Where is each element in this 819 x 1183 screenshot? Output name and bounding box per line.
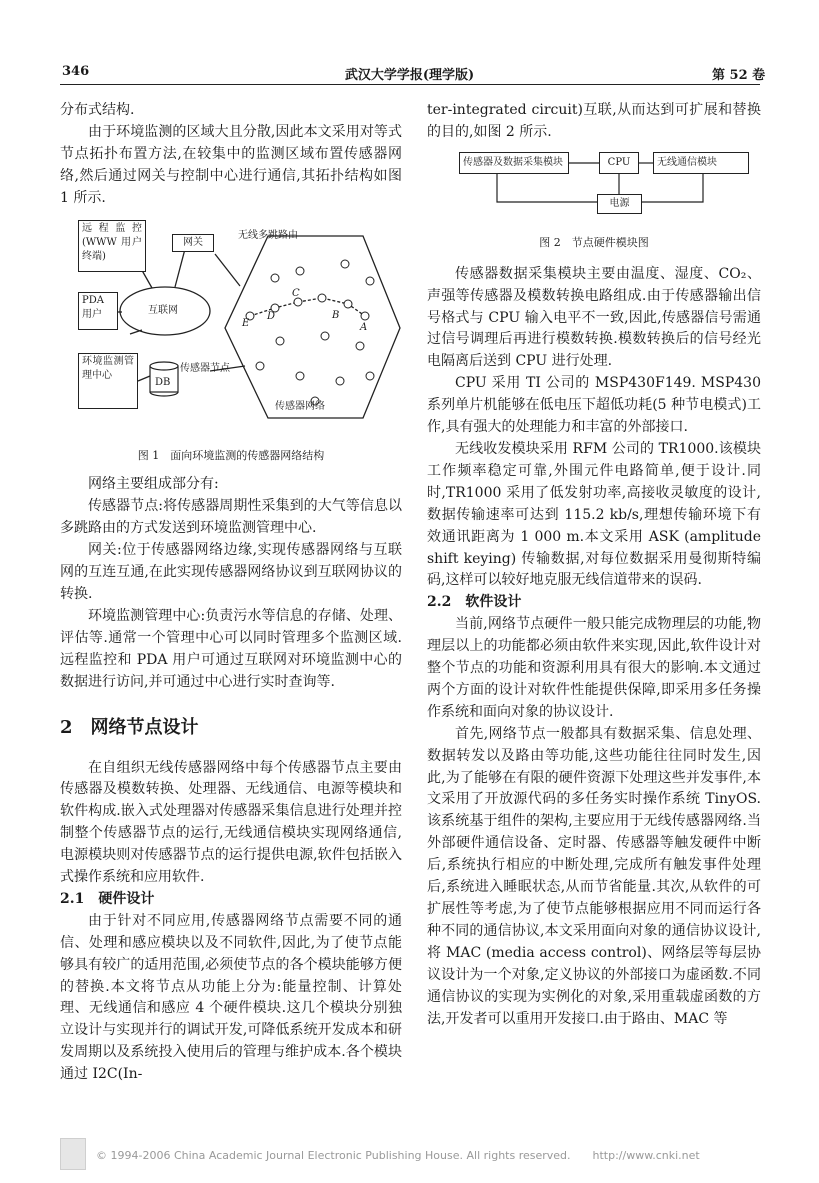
publisher-logo-icon	[60, 1138, 86, 1170]
gateway-box: 网关	[172, 234, 214, 252]
paragraph: 网关:位于传感器网络边缘,实现传感器网络与互联网的互连互通,在此实现传感器网络协议到互联网协议的转换.	[60, 542, 402, 602]
figure-2	[427, 150, 761, 220]
paragraph: 传感器节点:将传感器周期性采集到的大气等信息以多跳路由的方式发送到环境监测管理中心.	[60, 498, 402, 537]
right-column	[427, 100, 761, 1030]
figure-1	[60, 216, 402, 441]
db-label: DB	[155, 376, 171, 388]
paragraph: 无线收发模块采用 RFM 公司的 TR1000.该模块工作频率稳定可靠,外围元件电路简单,便于设计.同时,TR1000 采用了低发射功率,高接收灵敏度的设计,数据传输速率可达到 115.2 kb/s,理想传输环境下有效通讯距离为 1 000 m.本文采用 ASK (amplitude shift keying) 传输数据,对每位数据采用曼彻斯特编码,这样可以较好地克服无线信道带来的误码.	[427, 440, 761, 589]
figure-1-caption: 图 1 面向环境监测的传感器网络结构	[137, 448, 325, 462]
node-e-label: E	[242, 317, 250, 329]
pda-user-box: PDA 用户	[78, 292, 118, 330]
paragraph: 当前,网络节点硬件一般只能完成物理层的功能,物理层以上的功能都必须由软件来实现,因此,软件设计对整个节点的功能和资源利用具有很大的影响.本文通过两个方面的设计对软件性能提供保障,即采用多任务操作系统和面向对象的协议设计.	[427, 616, 761, 720]
sensor-field-hexagon	[225, 236, 400, 418]
node-a-label: A	[360, 321, 368, 333]
paragraph: 分布式结构.	[60, 102, 135, 118]
node-b-label: B	[332, 309, 340, 321]
journal-title: 武汉大学学报(理学版)	[344, 68, 475, 83]
cpu-box: CPU	[599, 152, 639, 174]
figure-2-caption: 图 2 节点硬件模块图	[539, 235, 649, 249]
copyright-footer: © 1994-2006 China Academic Journal Electronic Publishing House. All rights reserved. http://www.cnki.net	[96, 1149, 700, 1162]
paragraph: 网络主要组成部分有:	[88, 476, 219, 493]
section-2-2-heading: 2.2 软件设计	[427, 594, 522, 611]
header-rule	[60, 84, 760, 85]
sensor-net-label: 传感器网络	[275, 400, 325, 412]
paragraph: 由于环境监测的区域大且分散,因此本文采用对等式节点拓扑布置方法,在较集中的监测区域布置传感器网络,然后通过网关与控制中心进行通信,其拓扑结构如图 1 所示.	[60, 123, 402, 206]
wireless-route-label: 无线多跳路由	[238, 229, 298, 241]
paragraph: 在自组织无线传感器网络中每个传感器节点主要由传感器及模数转换、处理器、无线通信、电源等模块和软件构成.嵌入式处理器对传感器采集信息进行处理并控制整个传感器节点的运行,无线通信模块实现网络通信,电源模块则对传感器节点的运行提供电源,软件包括嵌入式操作系统和应用软件.	[60, 759, 402, 886]
paragraph: 首先,网络节点一般都具有数据采集、信息处理、数据转发以及路由等功能,这些功能往往同时发生,因此,为了能够在有限的硬件资源下处理这些并发事件,本文采用了开放源代码的多任务实时操作系统 TinyOS.该系统基于组件的架构,主要应用于无线传感器网络.当外部硬件通信设备、定时器、传感器等触发硬件中断后,系统执行相应的中断处理,完成所有触发事件处理后,系统进入睡眠状态,从而节省能量.其次,从软件的可扩展性等考虑,为了使节点能够根据应用不同而运行各种不同的通信协议,本文采用面向对象的通信协议设计,将 MAC (media access control)、网络层等每层协议设计为一个对象,定义协议的外部接口为虚函数.不同通信协议的实现为实例化的对象,采用重载虚函数的方法,开发者可以重用开发接口.由于路由、MAC 等	[427, 725, 761, 1027]
paragraph: 由于针对不同应用,传感器网络节点需要不同的通信、处理和感应模块以及不同软件,因此,为了使节点能够具有较广的适用范围,必须使节点的各个模块能够方便的替换.本文将节点从功能上分为:能量控制、计算处理、无线通信和感应 4 个硬件模块.这几个模块分别独立设计与实现并行的调试开发,可降低系统开发成本和研发周期以及系统投入使用后的管理与维护成本.各个模块通过 I2C(In-	[60, 912, 402, 1083]
internet-label: 互联网	[148, 304, 178, 316]
volume-label: 第 52 卷	[712, 68, 766, 83]
node-d-label: D	[267, 310, 276, 322]
paragraph: 环境监测管理中心:负责污水等信息的存储、处理、评估等.通常一个管理中心可以同时管理多个监测区域.远程监控和 PDA 用户可通过互联网对环境监测中心的数据进行访问,并可通过中心进行实时查询等.	[60, 607, 402, 690]
section-2-heading: 2 网络节点设计	[60, 716, 199, 738]
paragraph: CPU 采用 TI 公司的 MSP430F149. MSP430 系列单片机能够在低电压下超低功耗(5 种节电模式)工作,具有强大的处理能力和丰富的外部接口.	[427, 375, 761, 436]
left-column	[60, 100, 402, 1086]
paragraph: 传感器数据采集模块主要由温度、湿度、CO₂、声强等传感器及模数转换电路组成.由于传感器输出信号格式与 CPU 输入电平不一致,因此,传感器信号需通过信号调理后再进行模数转换.模数转换后的信号经光电隔离后送到 CPU 进行处理.	[427, 265, 761, 370]
wireless-module-box: 无线通信模块	[653, 152, 749, 174]
paragraph: ter-integrated circuit)互联,从而达到可扩展和替换的目的,如图 2 所示.	[427, 102, 761, 140]
section-2-1-heading: 2.1 硬件设计	[60, 890, 155, 907]
page-number: 346	[62, 64, 90, 79]
remote-monitor-box: 远程监控(WWW 用户终端)	[78, 220, 146, 272]
env-center-box: 环境监测管理中心	[78, 353, 138, 409]
node-c-label: C	[292, 287, 300, 299]
sensor-module-box: 传感器及数据采集模块	[459, 152, 569, 174]
sensor-node-label: 传感器节点	[180, 362, 230, 374]
power-box: 电源	[597, 194, 642, 214]
